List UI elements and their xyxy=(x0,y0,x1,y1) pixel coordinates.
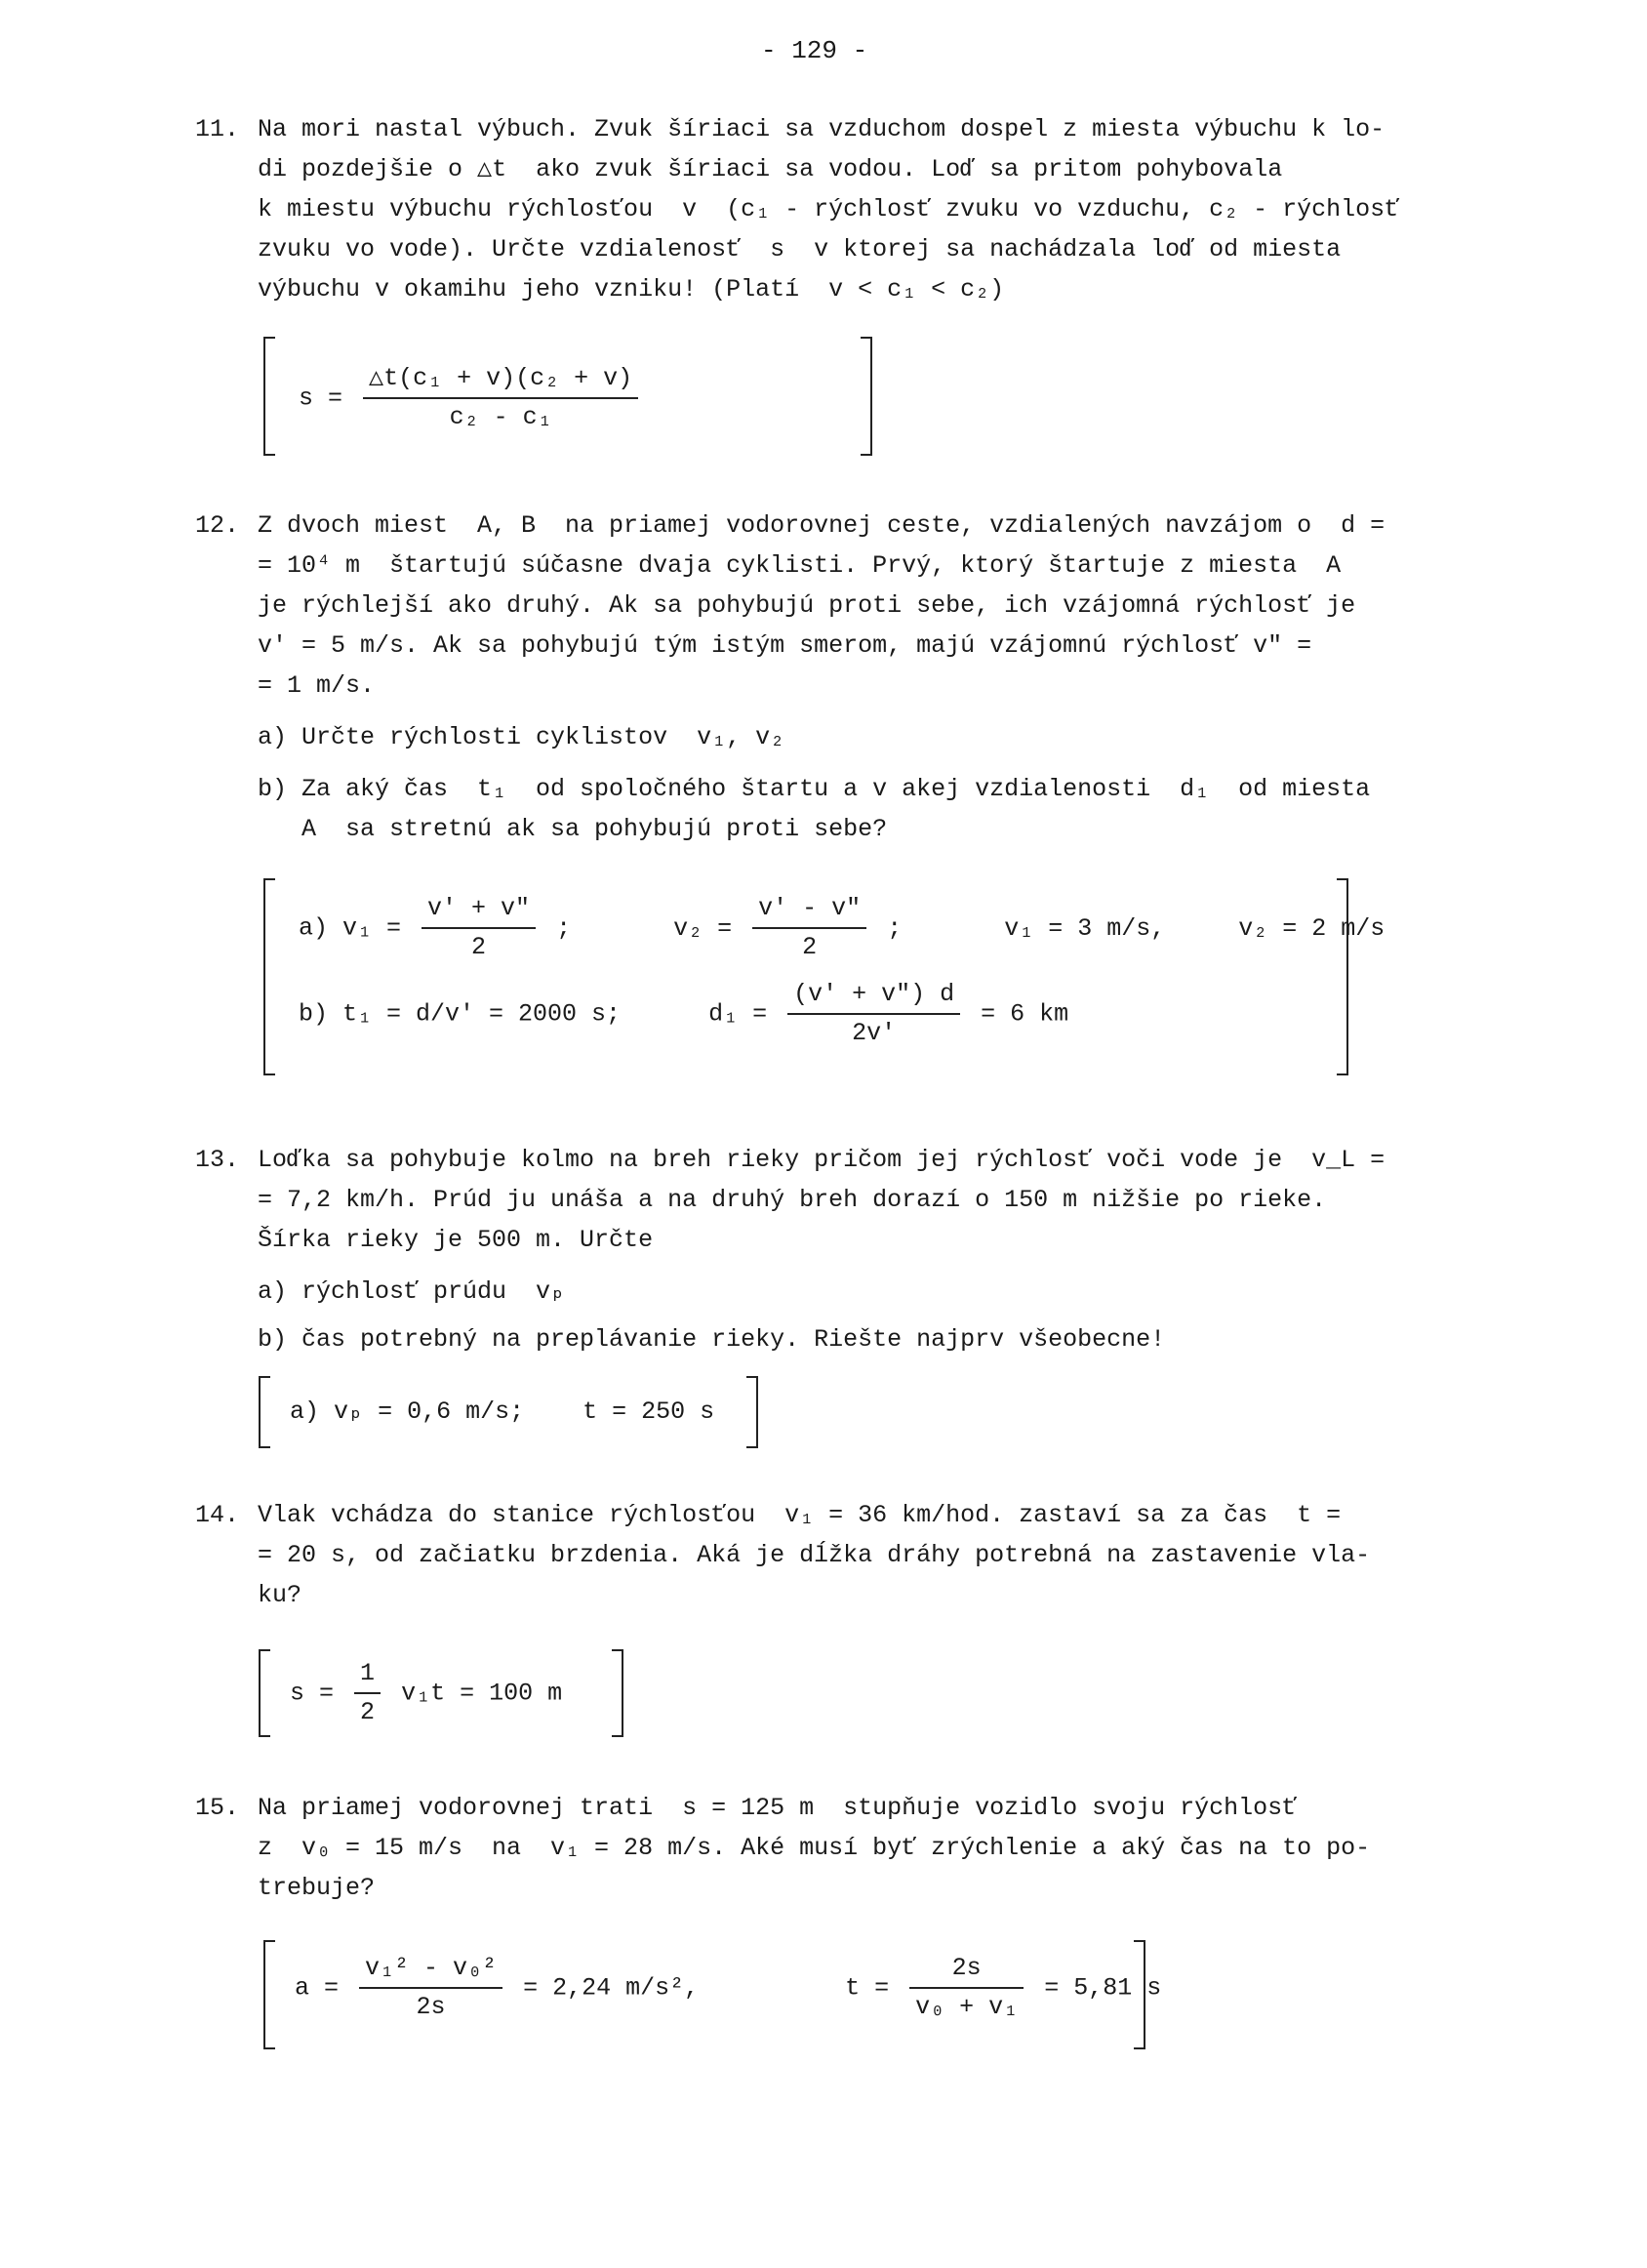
text-line: trebuje? xyxy=(258,1874,376,1902)
answer-fraction xyxy=(354,1657,381,1729)
subquestion-b-cont: A sa stretnú ak sa pohybujú proti sebe? xyxy=(258,815,888,843)
answer-mid: = 2,24 m/s², t = xyxy=(523,1973,890,2003)
bracket-corner xyxy=(612,1735,622,1737)
answer-fraction xyxy=(422,892,536,964)
problem-11 xyxy=(195,109,1493,309)
bracket-corner xyxy=(265,1073,275,1075)
answer-12 xyxy=(263,878,1386,1075)
fraction-numerator: v′ - v″ xyxy=(752,892,866,929)
answer-a-label: a) v₁ = xyxy=(299,913,402,943)
bracket-corner xyxy=(261,1376,270,1378)
answer-rest: v₁t = 100 m xyxy=(401,1679,563,1708)
page-number: - 129 - xyxy=(761,36,868,65)
fraction-numerator: v′ + v″ xyxy=(422,892,536,929)
text-line: v′ = 5 m/s. Ak sa pohybujú tým istým smerom, majú vzájomnú rýchlosť v″ = xyxy=(258,631,1312,660)
text-line: z v₀ = 15 m/s na v₁ = 28 m/s. Aké musí byť zrýchlenie a aký čas na to po- xyxy=(258,1834,1371,1862)
answer-fraction xyxy=(787,978,960,1050)
subquestion-a: a) Určte rýchlosti cyklistov v₁, v₂ xyxy=(258,723,785,751)
answer-lhs: s = xyxy=(299,384,343,413)
fraction-denominator: 2v′ xyxy=(852,1019,897,1047)
answer-fraction xyxy=(363,362,638,434)
bracket-corner xyxy=(746,1376,756,1378)
bracket-corner xyxy=(261,1649,270,1651)
text-line: k miestu výbuchu rýchlosťou v (c₁ - rýchlosť zvuku vo vzduchu, c₂ - rýchlosť xyxy=(258,195,1400,223)
answer-a-mid: ; v₂ = xyxy=(556,913,733,943)
problem-text xyxy=(258,1788,1493,1908)
answer-15 xyxy=(263,1940,1162,2049)
bracket-corner xyxy=(261,1735,270,1737)
text-line: = 20 s, od začiatku brzdenia. Aká je dĺžka dráhy potrebná na zastavenie vla- xyxy=(258,1541,1371,1569)
bracket-corner xyxy=(265,878,275,880)
fraction-denominator: 2s xyxy=(416,1993,446,2021)
bracket-corner xyxy=(1337,1073,1346,1075)
text-line: Vlak vchádza do stanice rýchlosťou v₁ = 36 km/hod. zastaví sa za čas t = xyxy=(258,1501,1342,1529)
answer-11 xyxy=(263,337,872,456)
text-line: je rýchlejší ako druhý. Ak sa pohybujú proti sebe, ich vzájomná rýchlosť je xyxy=(258,591,1356,620)
subquestion-b: b) Za aký čas t₁ od spoločného štartu a v akej vzdialenosti d₁ od miesta xyxy=(258,775,1371,803)
problem-number: 12. xyxy=(195,511,240,540)
problem-14 xyxy=(195,1495,1493,1615)
answer-fraction xyxy=(359,1952,502,2024)
bracket-corner xyxy=(1337,878,1346,880)
text-line: Na mori nastal výbuch. Zvuk šíriaci sa vzduchom dospel z miesta výbuchu k lo- xyxy=(258,115,1386,143)
bracket-corner xyxy=(261,1446,270,1448)
subquestion-a: a) rýchlosť prúdu vₚ xyxy=(258,1277,566,1306)
bracket-corner xyxy=(861,454,870,456)
fraction-numerator: v₁² - v₀² xyxy=(359,1952,502,1989)
bracket-corner xyxy=(1134,2047,1144,2049)
answer-lhs: a = xyxy=(295,1973,340,2003)
problem-12 xyxy=(195,506,1493,849)
bracket-corner xyxy=(861,337,870,339)
answer-rest: = 5,81 s xyxy=(1044,1973,1162,2003)
problem-number: 15. xyxy=(195,1794,240,1822)
text-line: = 1 m/s. xyxy=(258,671,376,700)
bracket-corner xyxy=(265,454,275,456)
problem-13 xyxy=(195,1140,1493,1359)
text-line: Z dvoch miest A, B na priamej vodorovnej ceste, vzdialených navzájom o d = xyxy=(258,511,1386,540)
problem-number: 13. xyxy=(195,1146,240,1174)
bracket-corner xyxy=(746,1446,756,1448)
fraction-denominator: 2 xyxy=(360,1698,376,1726)
subquestion-b: b) čas potrebný na preplávanie rieky. Riešte najprv všeobecne! xyxy=(258,1325,1166,1354)
problem-text xyxy=(258,506,1493,849)
fraction-denominator: c₂ - c₁ xyxy=(449,403,552,431)
answer-lhs: s = xyxy=(290,1679,335,1708)
fraction-numerator: △t(c₁ + v)(c₂ + v) xyxy=(363,362,638,399)
text-line: Na priamej vodorovnej trati s = 125 m stupňuje vozidlo svoju rýchlosť xyxy=(258,1794,1298,1822)
problem-15 xyxy=(195,1788,1493,1908)
text-line: Šírka rieky je 500 m. Určte xyxy=(258,1226,654,1254)
bracket-corner xyxy=(265,1940,275,1942)
answer-fraction xyxy=(752,892,866,964)
answer-b-rest: = 6 km xyxy=(981,999,1069,1029)
answer-13 xyxy=(259,1376,758,1448)
problem-text xyxy=(258,109,1493,309)
bracket-corner xyxy=(612,1649,622,1651)
answer-text: a) vₚ = 0,6 m/s; t = 250 s xyxy=(290,1397,715,1426)
answer-b-label: b) t₁ = d/v′ = 2000 s; d₁ = xyxy=(299,999,768,1029)
problem-text xyxy=(258,1140,1493,1359)
fraction-denominator: v₀ + v₁ xyxy=(915,1993,1019,2021)
text-line: výbuchu v okamihu jeho vzniku! (Platí v < c₁ < c₂) xyxy=(258,275,1005,304)
problem-number: 14. xyxy=(195,1501,240,1529)
answer-14 xyxy=(259,1649,623,1737)
fraction-denominator: 2 xyxy=(802,933,818,961)
answer-fraction xyxy=(909,1952,1024,2024)
text-line: = 10⁴ m štartujú súčasne dvaja cyklisti. Prvý, ktorý štartuje z miesta A xyxy=(258,551,1342,580)
text-line: zvuku vo vode). Určte vzdialenosť s v ktorej sa nachádzala loď od miesta xyxy=(258,235,1342,263)
fraction-numerator: 2s xyxy=(909,1952,1024,1989)
answer-a-rest: ; v₁ = 3 m/s, v₂ = 2 m/s xyxy=(887,913,1386,943)
problem-text xyxy=(258,1495,1493,1615)
fraction-denominator: 2 xyxy=(471,933,487,961)
text-line: ku? xyxy=(258,1581,302,1609)
text-line: = 7,2 km/h. Prúd ju unáša a na druhý breh dorazí o 150 m nižšie po rieke. xyxy=(258,1186,1327,1214)
fraction-numerator: 1 xyxy=(354,1657,381,1694)
bracket-corner xyxy=(265,2047,275,2049)
text-line: Loďka sa pohybuje kolmo na breh rieky pričom jej rýchlosť voči vode je v_L = xyxy=(258,1146,1386,1174)
problem-number: 11. xyxy=(195,115,240,143)
text-line: di pozdejšie o △t ako zvuk šíriaci sa vodou. Loď sa pritom pohybovala xyxy=(258,155,1283,183)
fraction-numerator: (v′ + v″) d xyxy=(787,978,960,1015)
bracket-corner xyxy=(265,337,275,339)
bracket-corner xyxy=(1134,1940,1144,1942)
